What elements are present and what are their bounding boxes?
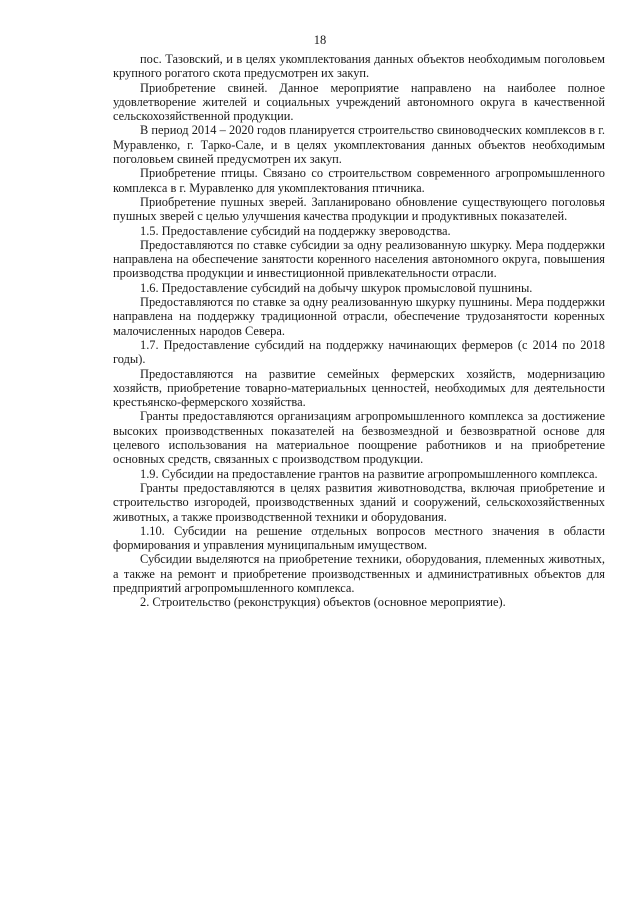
section-heading: 1.6. Предоставление субсидий на добычу шкурок промысловой пушнины. [140, 280, 533, 295]
page-number: 18 [313, 33, 327, 47]
section-heading: 1.7. Предоставление субсидий на поддержку начинающих фермеров (с 2014 по 2018 годы). [113, 337, 605, 367]
section-heading: 1.10. Субсидии на решение отдельных вопросов местного значения в области формирования и управления муниципальным имуществом. [113, 523, 605, 553]
paragraph: Гранты предоставляются организациям агропромышленного комплекса за достижение высоких производственных показателей на безвозмездной и безвозвратной основе для целевого использования на материальное поощрение работников и на приобретение основных средств, связанных с производством продукции. [113, 409, 605, 467]
paragraph: Приобретение пушных зверей. Запланировано обновление существующего поголовья пушных зверей с целью улучшения качества продукции и продуктивных показателей. [113, 194, 605, 224]
section-heading: 1.5. Предоставление субсидий на поддержку звероводства. [140, 223, 451, 238]
paragraph: Предоставляются по ставке субсидии за одну реализованную шкурку. Мера поддержки направлена на обеспечение занятости коренного населения автономного округа, повышения производства продукции и инвестиционной привлекательности отрасли. [113, 237, 605, 281]
paragraph: пос. Тазовский, и в целях укомплектования данных объектов необходимым поголовьем крупного рогатого скота предусмотрен их закуп. [113, 52, 605, 81]
paragraph: Предоставляются на развитие семейных фермерских хозяйств, модернизацию хозяйств, приобретение товарно-материальных ценностей, необходимых для деятельности крестьянско-фермерского хозяйства. [113, 366, 605, 410]
paragraph: Приобретение свиней. Данное мероприятие направлено на наиболее полное удовлетворение жителей и социальных учреждений автономного округа в качественной сельскохозяйственной продукции. [113, 80, 605, 124]
document-body [113, 52, 605, 610]
paragraph: Приобретение птицы. Связано со строительством современного агропромышленного комплекса в г. Муравленко для укомплектования птичника. [113, 166, 605, 195]
section-heading: 2. Строительство (реконструкция) объектов (основное мероприятие). [140, 595, 506, 610]
paragraph: Субсидии выделяются на приобретение техники, оборудования, племенных животных, а также на ремонт и приобретение производственных и административных объектов для предприятий агропромышленного комплекса. [113, 552, 605, 595]
section-heading: 1.9. Субсидии на предоставление грантов на развитие агропромышленного комплекса. [140, 466, 598, 481]
paragraph: Предоставляются по ставке за одну реализованную шкурку пушнины. Мера поддержки направлена на поддержку традиционной отрасли, обеспечение трудозанятости коренных малочисленных народов Севера. [113, 295, 605, 338]
paragraph: В период 2014 – 2020 годов планируется строительство свиноводческих комплексов в г. Муравленко, г. Тарко-Сале, и в целях укомплектования данных объектов необходимым поголовьем свиней предусмотрен их закуп. [113, 123, 605, 167]
paragraph: Гранты предоставляются в целях развития животноводства, включая приобретение и строительство изгородей, производственных зданий и сооружений, сельскохозяйственных животных, а также производственной техники и оборудования. [113, 480, 605, 524]
